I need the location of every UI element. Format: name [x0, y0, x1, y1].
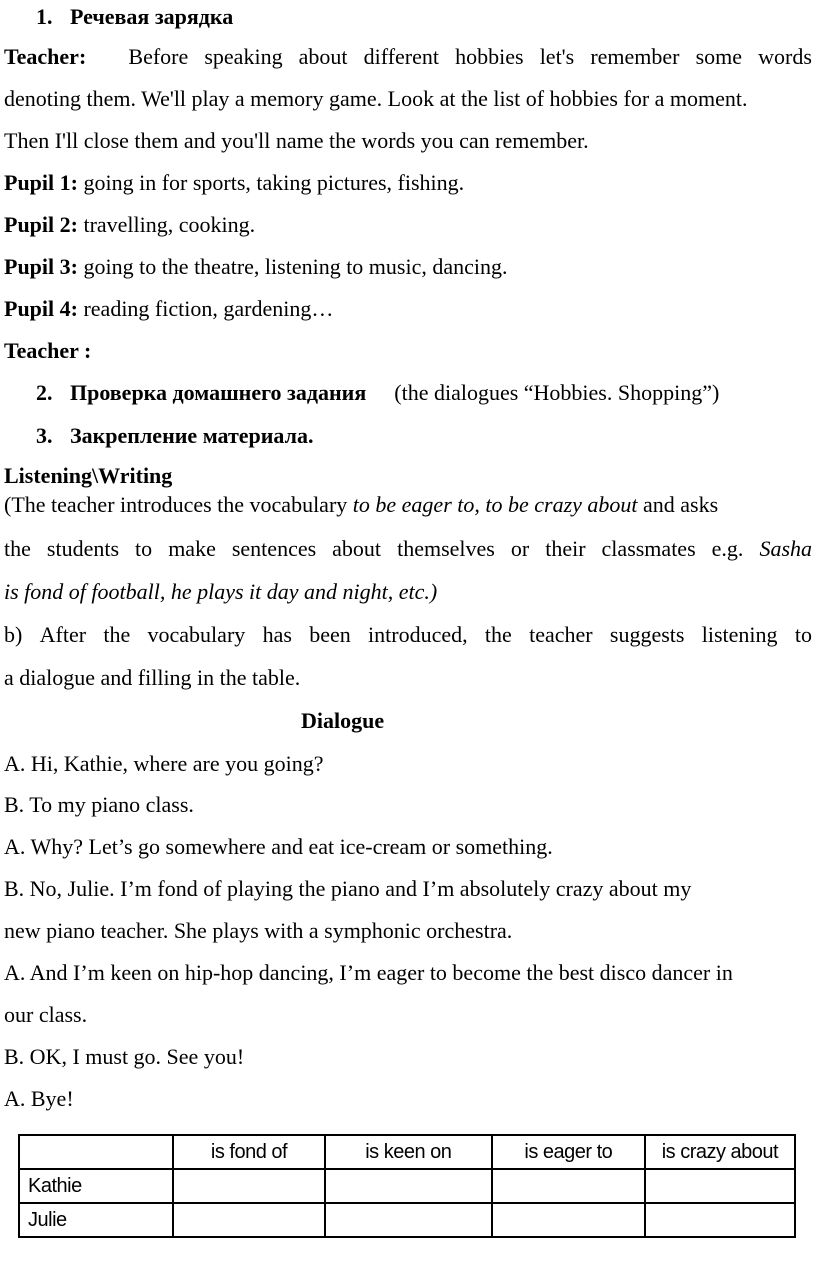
table-cell[interactable] — [492, 1203, 645, 1237]
para-word: sentences — [231, 536, 317, 561]
pupil-label: Pupil 2: — [4, 212, 78, 237]
dialogue-line: A. And I’m keen on hip-hop dancing, I’m eager to become the best disco dancer in — [4, 960, 733, 985]
dialogue-line: B. No, Julie. I’m fond of playing the piano and I’m absolutely crazy about my — [4, 876, 692, 901]
pupil-label: Pupil 3: — [4, 254, 78, 279]
dialogue-line: A. Why? Let’s go somewhere and eat ice-cream or something. — [4, 834, 553, 859]
listening-heading: Listening\Writing — [4, 463, 173, 488]
dialogue-line: B. OK, I must go. See you! — [4, 1044, 245, 1069]
part-b-line-1 — [4, 622, 812, 648]
intro-word: about — [298, 44, 348, 69]
pupil-label: Pupil 1: — [4, 170, 78, 195]
dialogue-line: B. To my piano class. — [4, 792, 194, 817]
para-word: themselves — [397, 536, 495, 561]
table-row — [19, 1169, 795, 1203]
section-2-number: 2. — [36, 380, 53, 405]
part-b-word: been — [309, 622, 351, 647]
intro-word: hobbies — [455, 44, 524, 69]
table-cell[interactable] — [325, 1203, 492, 1237]
part-b-word: the — [484, 622, 512, 647]
intro-word: some — [695, 44, 743, 69]
teacher-intro-line-3: Then I'll close them and you'll name the words you can remember. — [4, 128, 589, 153]
para-word: the — [4, 536, 31, 561]
table-cell[interactable] — [645, 1169, 795, 1203]
intro-word: let's — [539, 44, 575, 69]
section-2-note: (the dialogues “Hobbies. Shopping”) — [394, 380, 720, 405]
dialogue-line: our class. — [4, 1002, 88, 1027]
dialogue-line: new piano teacher. She plays with a symphonic orchestra. — [4, 918, 513, 943]
section-2-heading — [36, 380, 719, 406]
para-word: e.g. — [711, 536, 744, 561]
pupil-answer: travelling, cooking. — [83, 212, 256, 237]
pupil-3-line — [4, 254, 508, 280]
para-word: their — [545, 536, 586, 561]
table-cell[interactable] — [492, 1169, 645, 1203]
teacher-intro-line-1 — [4, 44, 812, 70]
table-cell[interactable] — [325, 1169, 492, 1203]
part-b-line-2: a dialogue and filling in the table. — [4, 665, 301, 690]
part-b-word: suggests — [609, 622, 685, 647]
pupil-answer: going to the theatre, listening to music, dancing. — [83, 254, 508, 279]
intro-para-text: and asks — [637, 492, 719, 517]
intro-word: Before — [128, 44, 189, 69]
para-word: classmates — [601, 536, 696, 561]
pupil-label: Pupil 4: — [4, 296, 78, 321]
pupil-4-line — [4, 296, 333, 322]
table-header-cell: is crazy about — [645, 1135, 795, 1169]
part-b-word: the — [103, 622, 131, 647]
part-b-word: to — [794, 622, 812, 647]
row-name-cell: Julie — [19, 1203, 173, 1237]
vocabulary-phrase: to be eager to, to be crazy about — [352, 492, 638, 517]
part-b-word: b) — [4, 622, 23, 647]
teacher-intro-line-2: denoting them. We'll play a memory game. Look at the list of hobbies for a moment. — [4, 86, 748, 111]
part-b-word: introduced, — [368, 622, 468, 647]
intro-word: remember — [590, 44, 680, 69]
table-header-cell — [19, 1135, 173, 1169]
dialogue-line: A. Bye! — [4, 1086, 74, 1111]
section-3-heading — [36, 423, 313, 449]
part-b-word: teacher — [529, 622, 593, 647]
row-name-cell: Kathie — [19, 1169, 173, 1203]
intro-word: speaking — [204, 44, 283, 69]
table-cell[interactable] — [645, 1203, 795, 1237]
section-1-number: 1. — [36, 4, 53, 29]
para-word-italic: Sasha — [759, 536, 812, 561]
para-word: make — [168, 536, 216, 561]
intro-para-line-3: is fond of football, he plays it day and night, etc.) — [4, 579, 438, 604]
intro-para-line-1 — [4, 492, 718, 518]
section-1-heading — [36, 4, 233, 30]
teacher-2-label: Teacher : — [4, 338, 92, 363]
part-b-word: listening — [701, 622, 778, 647]
intro-word: words — [758, 44, 812, 69]
intro-para-line-2 — [4, 536, 812, 562]
pupil-answer: reading fiction, gardening… — [83, 296, 334, 321]
para-word: or — [510, 536, 530, 561]
intro-para-text: (The teacher introduces the vocabulary — [4, 492, 353, 517]
teacher-label: Teacher: — [4, 44, 87, 69]
para-word: about — [332, 536, 382, 561]
part-b-word: After — [39, 622, 87, 647]
table-cell[interactable] — [173, 1203, 325, 1237]
table-header-cell: is fond of — [173, 1135, 325, 1169]
para-word: to — [135, 536, 153, 561]
section-3-number: 3. — [36, 423, 53, 448]
table-cell[interactable] — [173, 1169, 325, 1203]
table-header-row — [19, 1135, 795, 1169]
table-header-cell: is keen on — [325, 1135, 492, 1169]
dialogue-line: A. Hi, Kathie, where are you going? — [4, 751, 324, 776]
para-word: students — [46, 536, 120, 561]
pupil-1-line — [4, 170, 464, 196]
section-2-title: Проверка домашнего задания — [70, 380, 367, 405]
part-b-word: has — [262, 622, 292, 647]
section-3-title: Закрепление материала. — [70, 423, 314, 448]
dialogue-title: Dialogue — [301, 708, 385, 733]
part-b-word: vocabulary — [147, 622, 246, 647]
pupil-2-line — [4, 212, 255, 238]
intro-word: different — [363, 44, 440, 69]
section-1-title: Речевая зарядка — [70, 4, 234, 29]
table-row — [19, 1203, 795, 1237]
hobbies-table — [18, 1134, 796, 1238]
pupil-answer: going in for sports, taking pictures, fishing. — [83, 170, 465, 195]
table-header-cell: is eager to — [492, 1135, 645, 1169]
